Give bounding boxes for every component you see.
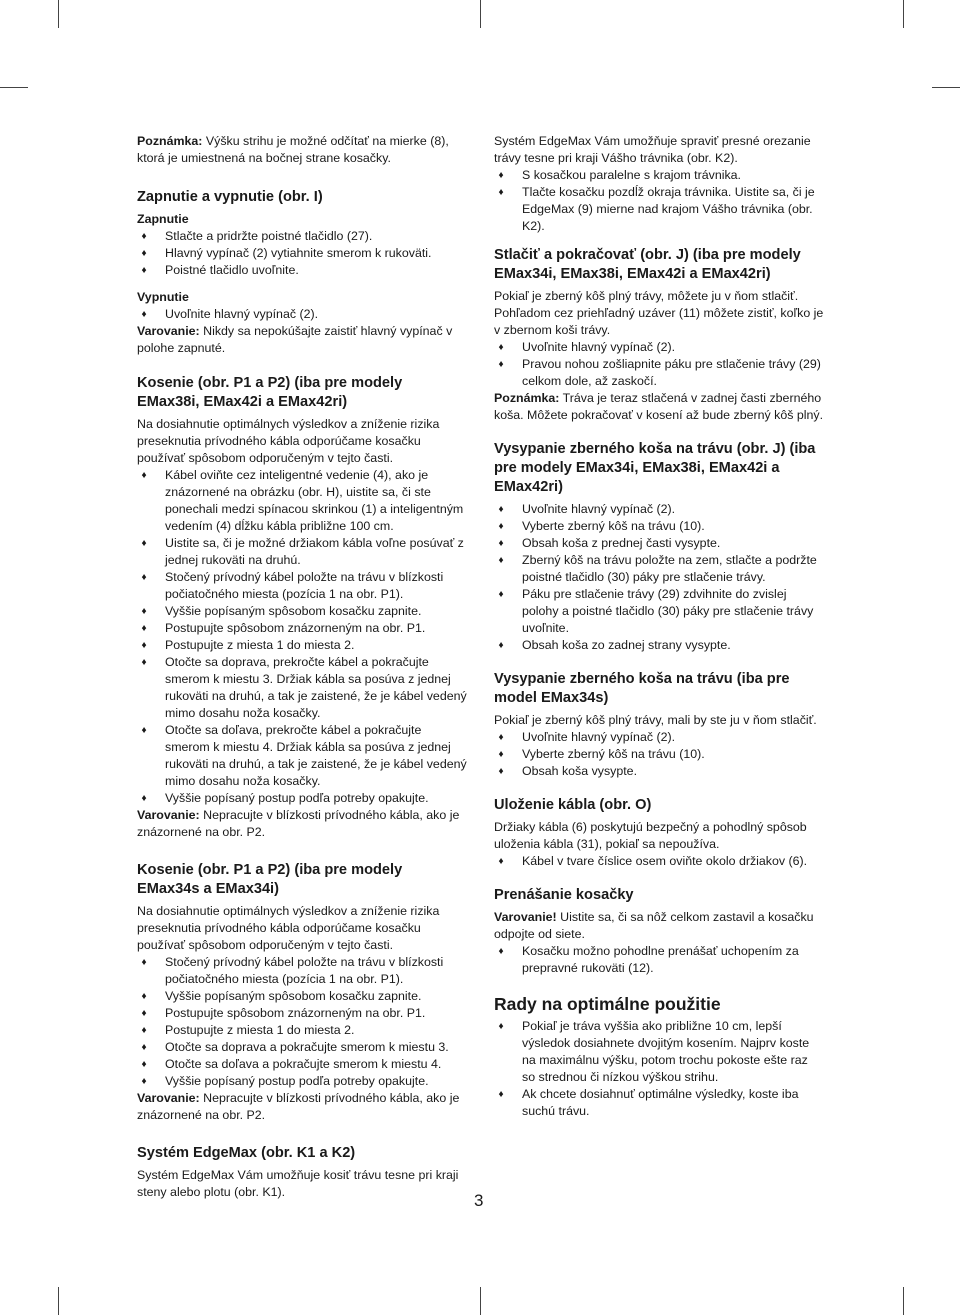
list-item-text: Otočte sa doľava, prekročte kábel a pokračujte smerom k miestu 4. Držiak kábla sa posúva z jednej rukoväti na druhú, a tak je zaistené, že je kábel vedený mimo dosahu noža kosačky. [165,723,467,788]
list-item [137,1022,467,1039]
list-item [137,654,467,722]
list-item-text: Uvoľnite hlavný vypínač (2). [165,307,319,321]
list-item [494,763,824,780]
crop-mark [480,1287,481,1315]
bullet-icon [137,654,151,671]
list-item [137,262,467,279]
list-item-text: Vyberte zberný kôš na trávu (10). [522,519,705,533]
list-item [137,954,467,988]
list-mowing-1 [137,467,467,807]
list-item-text: Uvoľnite hlavný vypínač (2). [522,340,676,354]
warning-text: Nepracujte v blízkosti prívodného kábla, ako je znázornené na obr. P2. [137,1091,460,1122]
note-paragraph [494,390,824,424]
list-item [494,637,824,654]
list-item-text: Ak chcete dosiahnuť optimálne výsledky, koste iba suchú trávu. [522,1087,799,1118]
heading-tips: Rady na optimálne použitie [494,994,721,1014]
bullet-icon [494,853,508,870]
warning-paragraph [494,909,824,943]
bullet-icon [137,637,151,654]
list-item-text: Postupujte z miesta 1 do miesta 2. [165,638,355,652]
crop-mark [903,1287,904,1315]
list-carrying [494,943,824,977]
bullet-icon [494,746,508,763]
bullet-icon [494,518,508,535]
list-item-text: Vyššie popísaný postup podľa potreby opakujte. [165,791,429,805]
heading-empty-2: Vysypanie zberného koša na trávu (iba pre model EMax34s) [494,671,790,706]
list-item [494,1018,824,1086]
list-item-text: Uvoľnite hlavný vypínač (2). [522,502,676,516]
warning-label: Varovanie: [137,324,200,338]
list-item [494,184,824,235]
bullet-icon [494,356,508,373]
list-item [494,167,824,184]
list-empty-1 [494,501,824,654]
list-item [494,356,824,390]
list-item-text: Vyberte zberný kôš na trávu (10). [522,747,705,761]
bullet-icon [494,1086,508,1103]
bullet-icon [137,620,151,637]
list-mowing-2 [137,954,467,1090]
list-item-text: Kosačku možno pohodlne prenášať uchopením za prepravné rukoväti (12). [522,944,799,975]
list-item [494,518,824,535]
list-on [137,228,467,279]
heading-cable-storage: Uloženie kábla (obr. O) [494,797,652,813]
heading-compress: Stlačiť a pokračovať (obr. J) (iba pre modely EMax34i, EMax38i, EMax42i a EMax42ri) [494,247,801,282]
list-item [494,746,824,763]
bullet-icon [494,1018,508,1035]
bullet-icon [494,501,508,518]
list-item-text: Kábel oviňte cez inteligentné vedenie (4), ako je znázornené na obrázku (obr. H), uistite sa, či ste ponechali medzi spínacou skrinkou (1) a inteligentným vedením (4) dĺžku kábla približne 100 cm. [165,468,464,533]
bullet-icon [137,722,151,739]
bullet-icon [137,569,151,586]
bullet-icon [494,184,508,201]
bullet-icon [137,306,151,323]
mowing-1-intro: Na dosiahnutie optimálnych výsledkov a zníženie rizika preseknutia prívodného kábla odporúčame kosačku používať spôsobom odporučeným v tejto časti. [137,417,440,465]
note-paragraph [137,133,467,167]
list-item [137,637,467,654]
bullet-icon [494,339,508,356]
bullet-icon [137,1073,151,1090]
note-label: Poznámka: [494,391,560,405]
crop-mark [58,0,59,28]
list-item [494,501,824,518]
list-item-text: Uistite sa, či je možné držiakom kábla voľne posúvať z jednej rukoväti na druhú. [165,536,464,567]
list-item-text: Obsah koša z prednej časti vysypte. [522,536,721,550]
warning-text: Nepracujte v blízkosti prívodného kábla, ako je znázornené na obr. P2. [137,808,460,839]
list-item [137,1056,467,1073]
bullet-icon [494,637,508,654]
bullet-icon [494,943,508,960]
warning-text: Nikdy sa nepokúšajte zaistiť hlavný vypínač v polohe zapnuté. [137,324,453,355]
bullet-icon [137,1039,151,1056]
list-item [494,1086,824,1120]
list-item-text: Obsah koša zo zadnej strany vysypte. [522,638,731,652]
bullet-icon [494,586,508,603]
page-number: 3 [474,1191,484,1210]
bullet-icon [137,1005,151,1022]
heading-edgemax: Systém EdgeMax (obr. K1 a K2) [137,1145,356,1161]
list-item [494,943,824,977]
list-item-text: Obsah koša vysypte. [522,764,638,778]
list-item [137,603,467,620]
warning-label: Varovanie: [137,808,200,822]
list-cable-storage [494,853,824,870]
list-item [137,620,467,637]
list-item-text: Vyššie popísaným spôsobom kosačku zapnite. [165,604,422,618]
list-item [137,228,467,245]
list-item-text: Postupujte spôsobom znázorneným na obr. P1. [165,621,426,635]
list-empty-2 [494,729,824,780]
subheading-off: Vypnutie [137,290,189,304]
mowing-2-intro: Na dosiahnutie optimálnych výsledkov a zníženie rizika preseknutia prívodného kábla odporúčame kosačku používať spôsobom odporučeným v tejto časti. [137,904,440,952]
list-item [494,339,824,356]
crop-mark [903,0,904,28]
warning-label: Varovanie: [137,1091,200,1105]
warning-paragraph [137,807,467,841]
heading-switch: Zapnutie a vypnutie (obr. I) [137,189,323,205]
list-item [137,1005,467,1022]
list-item-text: Poistné tlačidlo uvoľnite. [165,263,299,277]
heading-mowing-1: Kosenie (obr. P1 a P2) (iba pre modely EMax38i, EMax42i a EMax42ri) [137,375,403,410]
bullet-icon [137,245,151,262]
bullet-icon [137,228,151,245]
list-item-text: Stočený prívodný kábel položte na trávu v blízkosti počiatočného miesta (pozícia 1 na obr. P1). [165,570,444,601]
edgemax-text: Systém EdgeMax Vám umožňuje spraviť presné orezanie trávy tesne pri kraji Vášho trávnika (obr. K2). [494,134,811,165]
crop-mark [0,87,28,88]
list-item-text: Kábel v tvare číslice osem oviňte okolo držiakov (6). [522,854,808,868]
warning-paragraph [137,1090,467,1124]
list-item-text: Postupujte spôsobom znázorneným na obr. P1. [165,1006,426,1020]
heading-carrying: Prenášanie kosačky [494,887,634,903]
bullet-icon [494,167,508,184]
note-label: Poznámka: [137,134,203,148]
list-item-text: Páku pre stlačenie trávy (29) zdvihnite do zvislej polohy a poistné tlačidlo (30) páky pre stlačenie trávy uvoľnite. [522,587,814,635]
warning-paragraph [137,323,467,357]
bullet-icon [494,535,508,552]
list-item-text: Uvoľnite hlavný vypínač (2). [522,730,676,744]
list-edgemax [494,167,824,235]
bullet-icon [137,535,151,552]
list-item-text: Stlačte a pridržte poistné tlačidlo (27). [165,229,373,243]
list-item [137,569,467,603]
list-item [494,729,824,746]
list-item-text: Otočte sa doľava a pokračujte smerom k miestu 4. [165,1057,442,1071]
crop-mark [480,0,481,28]
list-item-text: Pokiaľ je tráva vyššia ako približne 10 cm, lepší výsledok dosiahnete dvojitým kosením. Najprv koste na maximálnu výšku, potom trochu pokoste ešte raz so strednou či nízkou výškou strihu. [522,1019,810,1084]
compress-intro: Pokiaľ je zberný kôš plný trávy, môžete ju v ňom stlačiť. Pohľadom cez priehľadný uzáver (11) môžete zistiť, koľko je v zbernom koši trávy. [494,289,824,337]
list-item-text: Otočte sa doprava, prekročte kábel a pokračujte smerom k miestu 3. Držiak kábla sa posúva z jednej rukoväti na druhú, a tak je zaistené, že je kábel vedený mimo dosahu noža kosačky. [165,655,467,720]
crop-mark [932,87,960,88]
bullet-icon [137,1056,151,1073]
heading-mowing-2: Kosenie (obr. P1 a P2) (iba pre modely EMax34s a EMax34i) [137,862,403,897]
right-column [494,133,824,1120]
list-item [137,1039,467,1056]
list-item-text: Vyššie popísaným spôsobom kosačku zapnite. [165,989,422,1003]
list-item [137,535,467,569]
bullet-icon [494,763,508,780]
list-item [137,245,467,262]
list-item [137,1073,467,1090]
left-column [137,133,467,1201]
bullet-icon [137,954,151,971]
warning-text: Uistite sa, či sa nôž celkom zastavil a kosačku odpojte od siete. [494,910,814,941]
bullet-icon [137,988,151,1005]
empty-2-intro: Pokiaľ je zberný kôš plný trávy, mali by ste ju v ňom stlačiť. [494,713,817,727]
list-item [494,535,824,552]
list-item [137,722,467,790]
list-item-text: Tlačte kosačku pozdĺž okraja trávnika. Uistite sa, či je EdgeMax (9) mierne nad krajom Vášho trávnika (obr. K2). [522,185,815,233]
heading-empty-1: Vysypanie zberného koša na trávu (obr. J) (iba pre modely EMax34i, EMax38i, EMax42i a EMax42ri) [494,441,816,495]
bullet-icon [137,467,151,484]
list-item [494,552,824,586]
note-text: Výšku strihu je možné odčítať na mierke (8), ktorá je umiestnená na bočnej strane kosačky. [137,134,449,165]
bullet-icon [137,1022,151,1039]
list-item-text: Stočený prívodný kábel položte na trávu v blízkosti počiatočného miesta (pozícia 1 na obr. P1). [165,955,444,986]
list-item [494,586,824,637]
list-item-text: Hlavný vypínač (2) vytiahnite smerom k rukoväti. [165,246,432,260]
list-item-text: Vyššie popísaný postup podľa potreby opakujte. [165,1074,429,1088]
list-tips [494,1018,824,1120]
list-item-text: Pravou nohou zošliapnite páku pre stlačenie trávy (29) celkom dole, až zaskočí. [522,357,821,388]
cable-storage-intro: Držiaky kábla (6) poskytujú bezpečný a pohodlný spôsob uloženia kábla (31), pokiaľ sa nepoužíva. [494,820,807,851]
list-item [137,467,467,535]
note-text: Tráva je teraz stlačená v zadnej časti zberného koša. Môžete pokračovať v kosení až bude zberný kôš plný. [494,391,824,422]
crop-mark [58,1287,59,1315]
bullet-icon [494,729,508,746]
subheading-on: Zapnutie [137,212,189,226]
list-item-text: S kosačkou paralelne s krajom trávnika. [522,168,742,182]
bullet-icon [494,552,508,569]
warning-label: Varovanie! [494,910,557,924]
bullet-icon [137,790,151,807]
list-item-text: Postupujte z miesta 1 do miesta 2. [165,1023,355,1037]
bullet-icon [137,262,151,279]
list-item-text: Otočte sa doprava a pokračujte smerom k miestu 3. [165,1040,449,1054]
list-item-text: Zberný kôš na trávu položte na zem, stlačte a podržte poistné tlačidlo (30) páky pre stlačenie trávy. [522,553,817,584]
bullet-icon [137,603,151,620]
list-item [137,306,467,323]
list-item [137,790,467,807]
list-item [494,853,824,870]
list-compress [494,339,824,390]
list-off [137,306,467,323]
edgemax-text: Systém EdgeMax Vám umožňuje kosiť trávu tesne pri kraji steny alebo plotu (obr. K1). [137,1168,459,1199]
list-item [137,988,467,1005]
